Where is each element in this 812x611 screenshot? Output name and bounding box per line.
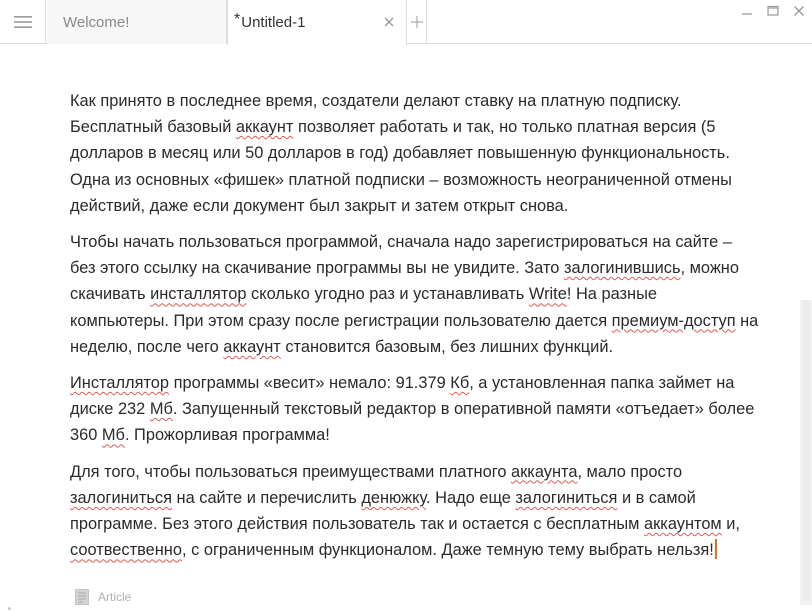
close-window-button[interactable] [790,4,808,18]
tab-untitled-label: Untitled-1 [241,14,306,31]
paragraph-2[interactable] [70,229,760,360]
misspelled-word[interactable]: Инсталлятор [70,374,170,393]
text-run: становится базовым, без лишних функций. [280,337,614,356]
menu-button[interactable] [0,0,46,44]
scrollbar-thumb[interactable] [802,300,810,600]
plus-icon [411,16,423,28]
document-type-selector[interactable] [75,589,131,605]
document-icon [75,589,89,605]
misspelled-word[interactable]: премиум-доступ [611,311,736,330]
tab-welcome[interactable] [47,0,227,44]
document-editor[interactable] [70,88,760,573]
maximize-button[interactable] [764,4,782,18]
misspelled-word[interactable]: аккаунт [235,118,294,137]
misspelled-word[interactable]: залогиниться [515,488,618,507]
text-run: на сайте и перечислить [171,488,362,507]
new-tab-button[interactable] [407,0,427,44]
text-run: позволяет работать и так, но только платная версия (5 долларов в месяц или 50 долларов в год) добавляет повышенную функциональность. Одна из основных «фишек» платной подписки – возможность неограниченной отмены действий, даже если документ был закрыт и затем открыт снова. [70,118,732,215]
misspelled-word[interactable]: аккаунта [511,462,578,481]
minimize-icon [741,5,753,17]
text-caret [715,539,717,559]
text-run: программы «весит» немало: 91.379 [169,374,451,393]
text-run: , с ограниченным функционалом. Даже темную тему выбрать нельзя! [181,541,714,560]
text-run: и в самой программе. Без этого действия пользователь так и остается с бесплатным [70,488,696,534]
status-indicator [8,607,11,610]
text-run: . Запущенный текстовый редактор в оперативной памяти «отъедает» более 360 [70,400,755,445]
paragraph-4[interactable] [70,459,760,564]
misspelled-word[interactable]: залогинившись [563,259,681,278]
modified-marker: * [234,10,241,28]
misspelled-word[interactable]: аккаунтом [644,515,722,534]
text-run: ! На разные компьютеры. При этом сразу после регистрации пользователю дается [70,285,657,330]
tab-welcome-label: Welcome! [63,13,130,31]
document-type-label: Article [98,590,132,604]
maximize-icon [767,5,779,17]
close-window-icon [793,5,805,17]
text-run: Для того, чтобы пользоваться преимуществами платного [70,462,512,481]
text-run: , а установленная папка займет на диске 232 [70,374,735,419]
text-run: , можно скачивать [70,259,739,304]
text-run: , мало просто [577,462,683,481]
paragraph-3[interactable] [70,370,760,449]
misspelled-word[interactable]: залогиниться [70,488,172,507]
text-run: сколько угодно раз и устанавливать [246,285,529,304]
misspelled-word[interactable]: Мб [149,400,173,419]
text-run: Чтобы начать пользоваться программой, сначала надо зарегистрироваться на сайте – без этого ссылку на скачивание программы вы не увидите. Зато [70,233,732,278]
misspelled-word[interactable]: соотвественно [70,541,182,560]
misspelled-word[interactable]: Мб [101,426,125,445]
misspelled-word[interactable]: денюжку [361,488,427,507]
misspelled-word[interactable]: инсталлятор [150,285,247,304]
status-bar [0,583,812,611]
minimize-button[interactable] [738,4,756,18]
text-run: Как принято в последнее время, создатели делают ставку на платную подписку. Бесплатный базовый [70,92,682,137]
paragraph-1[interactable] [70,88,760,219]
text-run: . Прожорливая программа! [124,426,330,445]
misspelled-word[interactable]: Write [528,285,567,304]
text-run: и, [721,515,740,534]
misspelled-word[interactable]: аккаунт [223,337,281,356]
close-icon[interactable] [382,15,396,29]
text-run: на неделю, после чего [70,311,759,356]
tab-untitled-1[interactable] [227,0,407,45]
misspelled-word[interactable]: Кб [450,374,470,393]
hamburger-icon [14,15,32,29]
tab-bar [0,0,812,44]
text-run: . Надо еще [426,488,516,507]
